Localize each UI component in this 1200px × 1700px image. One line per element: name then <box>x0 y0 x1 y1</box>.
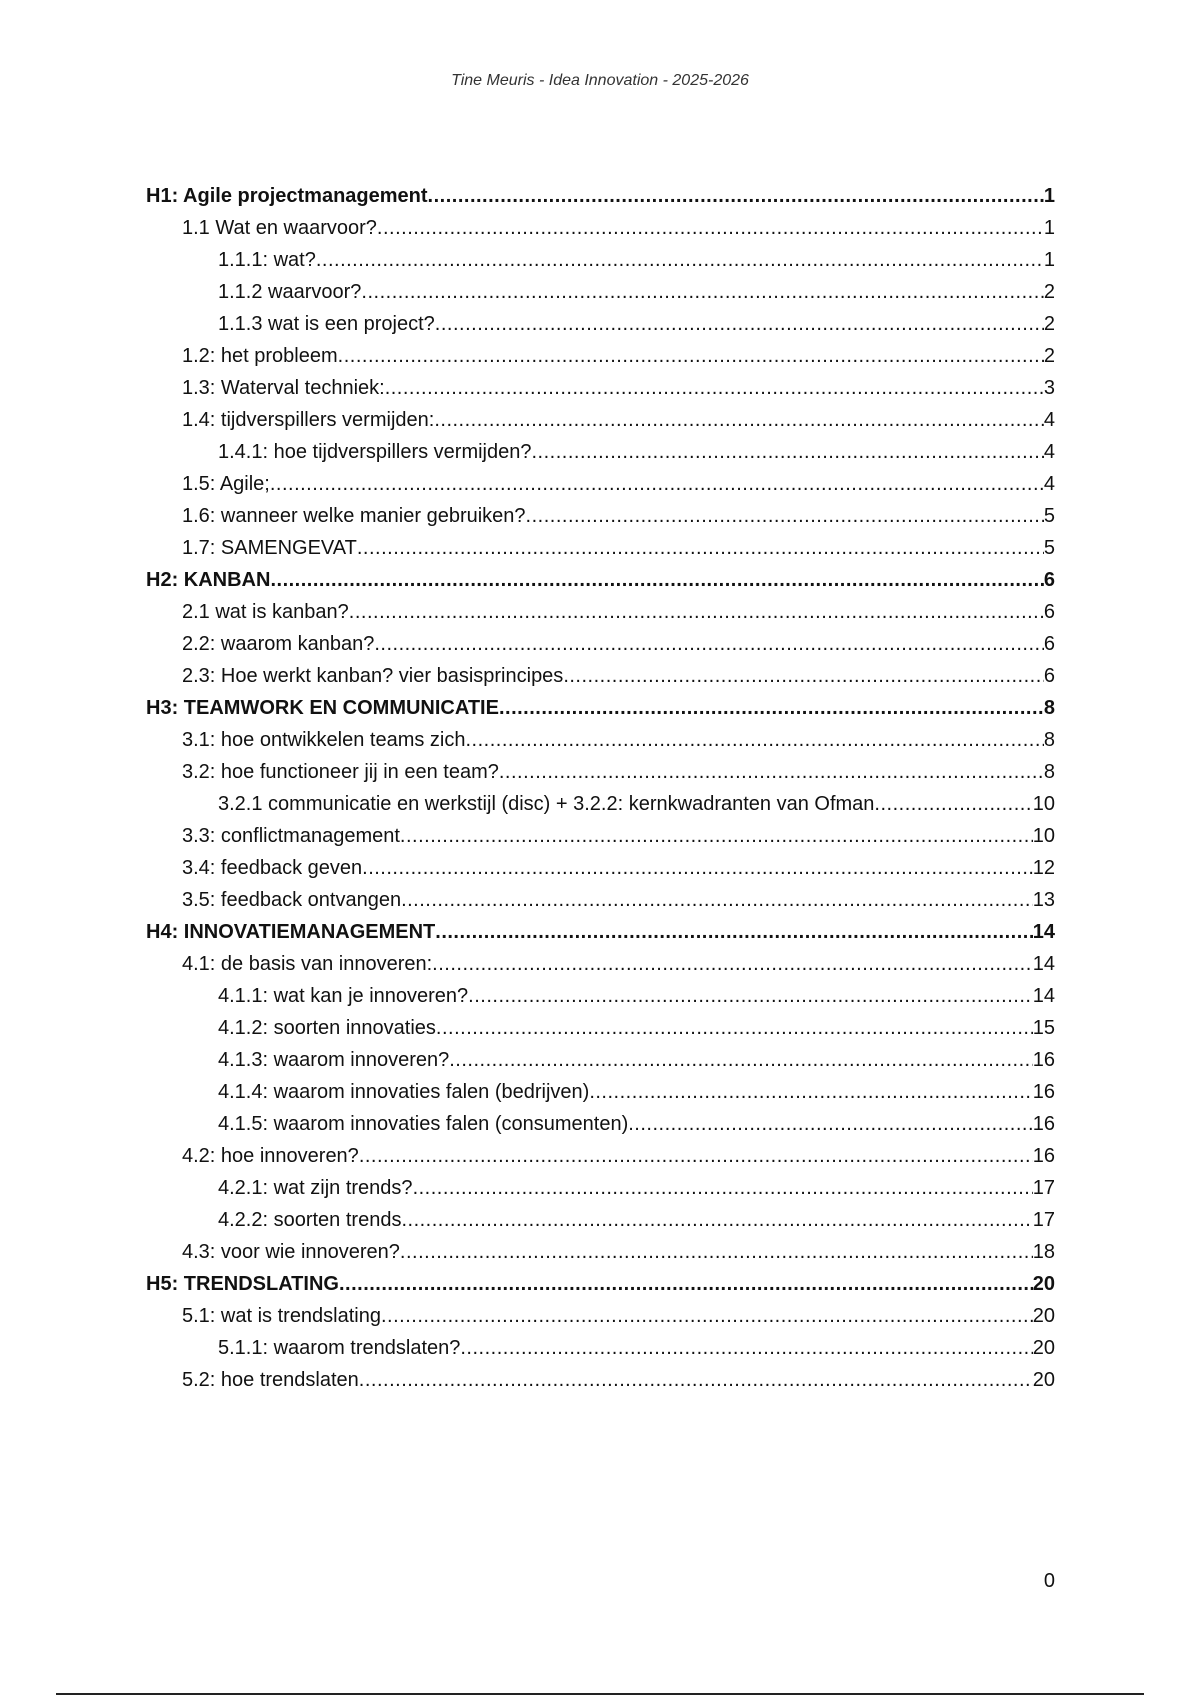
toc-entry-title: 1.1.1: wat? <box>218 249 316 271</box>
toc-entry-title: H3: TEAMWORK EN COMMUNICATIE <box>146 697 499 719</box>
toc-entry[interactable] <box>146 980 1055 1012</box>
toc-entry[interactable] <box>146 1172 1055 1204</box>
toc-entry-page: 5 <box>1043 505 1055 527</box>
toc-entry-title: 4.3: voor wie innoveren? <box>182 1241 400 1263</box>
toc-dot-leader <box>316 244 1044 276</box>
toc-entry-title: H5: TRENDSLATING <box>146 1273 339 1295</box>
toc-entry-title: 1.6: wanneer welke manier gebruiken? <box>182 505 526 527</box>
toc-entry[interactable] <box>146 1332 1055 1364</box>
toc-entry-title: 1.4.1: hoe tijdverspillers vermijden? <box>218 441 532 463</box>
toc-entry-title: 3.4: feedback geven <box>182 857 363 879</box>
toc-dot-leader <box>435 308 1044 340</box>
toc-entry-page: 8 <box>1043 729 1055 751</box>
toc-entry-page: 4 <box>1043 409 1055 431</box>
page-number: 0 <box>1043 1570 1055 1592</box>
toc-entry[interactable] <box>146 244 1055 276</box>
toc-entry-page: 3 <box>1043 377 1055 399</box>
toc-entry-page: 5 <box>1043 537 1055 559</box>
toc-entry[interactable] <box>146 404 1055 436</box>
toc-dot-leader <box>468 980 1033 1012</box>
toc-entry[interactable] <box>146 1236 1055 1268</box>
toc-entry-title: 3.5: feedback ontvangen <box>182 889 402 911</box>
toc-entry-title: 4.2.2: soorten trends <box>218 1209 402 1231</box>
toc-entry-page: 6 <box>1043 601 1055 623</box>
toc-dot-leader <box>436 1012 1033 1044</box>
toc-entry[interactable] <box>146 788 1055 820</box>
toc-entry[interactable] <box>146 436 1055 468</box>
toc-entry[interactable] <box>146 596 1055 628</box>
toc-dot-leader <box>589 1076 1032 1108</box>
toc-entry[interactable] <box>146 948 1055 980</box>
page-header: Tine Meuris - Idea Innovation - 2025-2026 <box>451 72 749 89</box>
toc-entry-page: 2 <box>1043 345 1055 367</box>
toc-entry[interactable] <box>146 564 1055 596</box>
toc-dot-leader <box>357 532 1044 564</box>
toc-dot-leader <box>460 1332 1032 1364</box>
toc-dot-leader <box>628 1108 1033 1140</box>
toc-dot-leader <box>400 1236 1033 1268</box>
toc-entry-page: 14 <box>1032 985 1055 1007</box>
toc-dot-leader <box>532 436 1044 468</box>
toc-entry-title: 1.5: Agile; <box>182 473 270 495</box>
toc-entry-page: 2 <box>1043 313 1055 335</box>
toc-dot-leader <box>435 916 1032 948</box>
toc-dot-leader <box>374 628 1044 660</box>
toc-entry-title: 1.7: SAMENGEVAT <box>182 537 357 559</box>
toc-entry-page: 20 <box>1032 1369 1055 1391</box>
toc-entry[interactable] <box>146 660 1055 692</box>
toc-dot-leader <box>359 1140 1033 1172</box>
toc-entry-title: 1.4: tijdverspillers vermijden: <box>182 409 435 431</box>
toc-dot-leader <box>400 820 1033 852</box>
toc-entry[interactable] <box>146 372 1055 404</box>
toc-dot-leader <box>428 180 1044 212</box>
toc-entry-page: 13 <box>1032 889 1055 911</box>
toc-entry-page: 14 <box>1032 921 1055 943</box>
toc-entry-page: 16 <box>1032 1145 1055 1167</box>
toc-entry[interactable] <box>146 1076 1055 1108</box>
toc-entry-title: 5.1.1: waarom trendslaten? <box>218 1337 461 1359</box>
toc-entry[interactable] <box>146 756 1055 788</box>
toc-entry-title: 1.1.2 waarvoor? <box>218 281 362 303</box>
toc-entry-page: 20 <box>1032 1305 1055 1327</box>
toc-dot-leader <box>362 852 1033 884</box>
toc-entry-page: 16 <box>1032 1113 1055 1135</box>
toc-dot-leader <box>338 340 1044 372</box>
toc-entry[interactable] <box>146 1140 1055 1172</box>
toc-entry-page: 17 <box>1032 1177 1055 1199</box>
toc-entry-title: 5.2: hoe trendslaten <box>182 1369 359 1391</box>
toc-entry-page: 1 <box>1043 185 1055 207</box>
toc-entry[interactable] <box>146 692 1055 724</box>
toc-entry-title: 4.1.4: waarom innovaties falen (bedrijven) <box>218 1081 590 1103</box>
toc-entry-title: 1.2: het probleem <box>182 345 338 367</box>
toc-entry-page: 20 <box>1032 1337 1055 1359</box>
toc-entry-title: 4.2: hoe innoveren? <box>182 1145 359 1167</box>
toc-entry[interactable] <box>146 916 1055 948</box>
toc-entry-title: 1.1 Wat en waarvoor? <box>182 217 377 239</box>
toc-dot-leader <box>270 468 1044 500</box>
toc-dot-leader <box>377 212 1044 244</box>
toc-entry[interactable] <box>146 468 1055 500</box>
toc-dot-leader <box>563 660 1044 692</box>
toc-entry-page: 4 <box>1043 441 1055 463</box>
toc-entry-page: 10 <box>1032 825 1055 847</box>
toc-entry-page: 12 <box>1032 857 1055 879</box>
toc-entry-title: 4.2.1: wat zijn trends? <box>218 1177 413 1199</box>
toc-entry-title: 5.1: wat is trendslating <box>182 1305 381 1327</box>
toc-dot-leader <box>381 1300 1033 1332</box>
toc-entry-title: 4.1.5: waarom innovaties falen (consumenten) <box>218 1113 629 1135</box>
toc-entry-page: 1 <box>1043 249 1055 271</box>
toc-entry[interactable] <box>146 276 1055 308</box>
toc-entry[interactable] <box>146 340 1055 372</box>
toc-entry-page: 4 <box>1043 473 1055 495</box>
toc-dot-leader <box>413 1172 1033 1204</box>
toc-entry-title: 3.3: conflictmanagement <box>182 825 400 847</box>
toc-entry-title: 4.1.1: wat kan je innoveren? <box>218 985 469 1007</box>
toc-dot-leader <box>349 596 1044 628</box>
toc-dot-leader <box>359 1364 1033 1396</box>
toc-dot-leader <box>499 692 1044 724</box>
toc-entry-title: H4: INNOVATIEMANAGEMENT <box>146 921 436 943</box>
toc-dot-leader <box>401 884 1033 916</box>
toc-dot-leader <box>432 948 1033 980</box>
toc-dot-leader <box>434 404 1044 436</box>
toc-entry[interactable] <box>146 1044 1055 1076</box>
toc-dot-leader <box>499 756 1044 788</box>
toc-dot-leader <box>526 500 1044 532</box>
toc-dot-leader <box>466 724 1044 756</box>
toc-entry-page: 6 <box>1043 633 1055 655</box>
toc-entry-title: 3.2.1 communicatie en werkstijl (disc) + 3.2.2: kernkwadranten van Ofman <box>218 793 875 815</box>
toc-entry[interactable] <box>146 884 1055 916</box>
toc-entry[interactable] <box>146 628 1055 660</box>
toc-entry[interactable] <box>146 820 1055 852</box>
toc-entry-page: 20 <box>1032 1273 1055 1295</box>
toc-entry-page: 10 <box>1032 793 1055 815</box>
toc-entry[interactable] <box>146 1108 1055 1140</box>
toc-entry-title: 4.1.2: soorten innovaties <box>218 1017 436 1039</box>
toc-dot-leader <box>361 276 1043 308</box>
toc-entry-page: 18 <box>1032 1241 1055 1263</box>
toc-entry[interactable] <box>146 852 1055 884</box>
toc-entry-page: 6 <box>1043 665 1055 687</box>
toc-entry-title: H2: KANBAN <box>146 569 271 591</box>
toc-dot-leader <box>339 1268 1033 1300</box>
toc-entry-title: 1.3: Waterval techniek: <box>182 377 385 399</box>
toc-entry[interactable] <box>146 1300 1055 1332</box>
toc-dot-leader <box>449 1044 1033 1076</box>
toc-dot-leader <box>270 564 1043 596</box>
toc-entry[interactable] <box>146 180 1055 212</box>
toc-entry[interactable] <box>146 1012 1055 1044</box>
toc-entry-page: 15 <box>1032 1017 1055 1039</box>
toc-entry[interactable] <box>146 500 1055 532</box>
toc-entry-page: 6 <box>1043 569 1055 591</box>
toc-entry[interactable] <box>146 1268 1055 1300</box>
toc-entry-page: 17 <box>1032 1209 1055 1231</box>
footer-divider <box>56 1693 1144 1695</box>
toc-entry[interactable] <box>146 1364 1055 1396</box>
toc-entry-title: 4.1: de basis van innoveren: <box>182 953 433 975</box>
toc-entry-title: H1: Agile projectmanagement <box>146 185 428 207</box>
toc-entry[interactable] <box>146 532 1055 564</box>
toc-entry-page: 16 <box>1032 1081 1055 1103</box>
table-of-contents <box>146 180 1055 1396</box>
toc-entry-page: 8 <box>1043 761 1055 783</box>
toc-entry[interactable] <box>146 212 1055 244</box>
toc-dot-leader <box>401 1204 1032 1236</box>
toc-entry[interactable] <box>146 724 1055 756</box>
toc-dot-leader <box>874 788 1032 820</box>
toc-entry-page: 1 <box>1043 217 1055 239</box>
toc-entry-title: 2.2: waarom kanban? <box>182 633 375 655</box>
toc-entry-title: 3.1: hoe ontwikkelen teams zich <box>182 729 466 751</box>
toc-entry-title: 4.1.3: waarom innoveren? <box>218 1049 450 1071</box>
toc-entry-title: 2.1 wat is kanban? <box>182 601 349 623</box>
toc-entry-title: 1.1.3 wat is een project? <box>218 313 435 335</box>
toc-entry-page: 14 <box>1032 953 1055 975</box>
toc-entry-page: 16 <box>1032 1049 1055 1071</box>
toc-entry-page: 8 <box>1043 697 1055 719</box>
toc-entry-title: 3.2: hoe functioneer jij in een team? <box>182 761 499 783</box>
toc-entry-title: 2.3: Hoe werkt kanban? vier basisprincipes <box>182 665 564 687</box>
toc-entry[interactable] <box>146 308 1055 340</box>
toc-entry-page: 2 <box>1043 281 1055 303</box>
toc-dot-leader <box>385 372 1044 404</box>
toc-entry[interactable] <box>146 1204 1055 1236</box>
